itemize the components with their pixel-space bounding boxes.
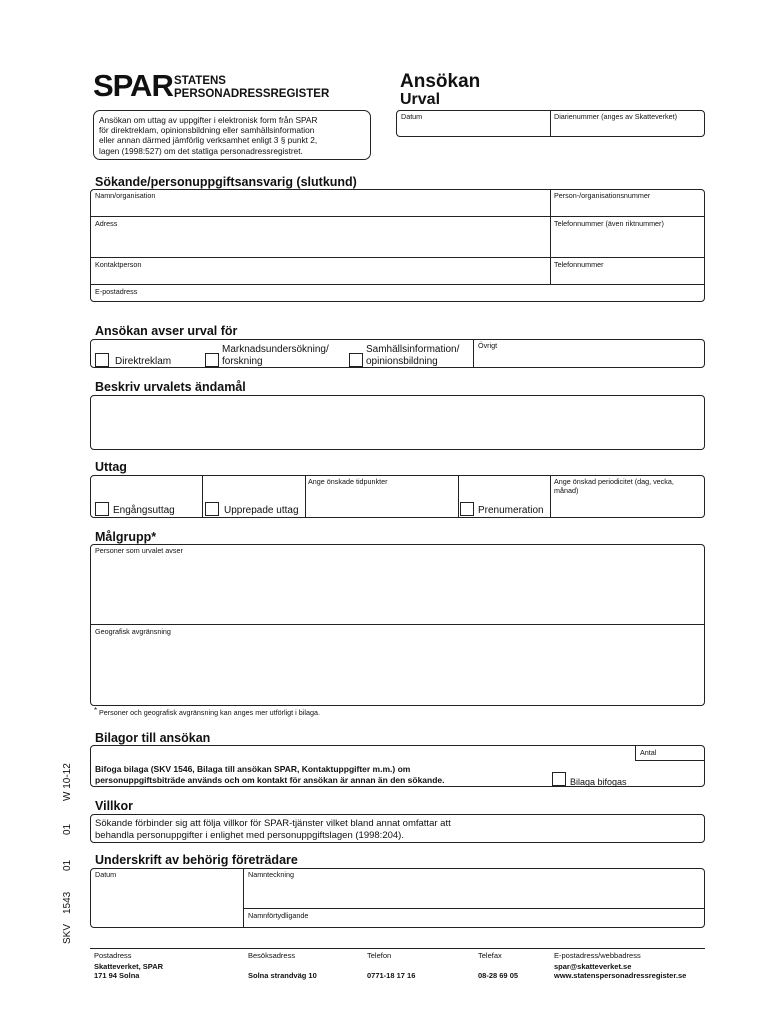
- orgnr-field[interactable]: [551, 200, 704, 215]
- form-code-skv: SKV: [62, 923, 73, 944]
- footnote-star: *: [94, 706, 98, 715]
- page-subtitle: Urval: [400, 91, 441, 108]
- address-field[interactable]: [91, 228, 549, 256]
- orgnr-label: Person-/organisationsnummer: [554, 191, 651, 200]
- villkor-line1: Sökande förbinder sig att följa villkor för SPAR-tjänster vilket bland annat omfattar att: [95, 818, 451, 829]
- footer-email-link[interactable]: spar@skatteverket.se: [554, 962, 632, 971]
- bilagor-text-line2: personuppgiftsbiträde används och om kontakt för ansökan är annan än den sökande.: [95, 774, 445, 785]
- diarienummer-field[interactable]: [551, 121, 704, 136]
- periodicitet-field[interactable]: [551, 496, 704, 517]
- form-code-version: W 10-12: [62, 763, 73, 801]
- logo-line2: PERSONADRESSREGISTER: [174, 88, 330, 100]
- namnfortydligande-label: Namnförtydligande: [248, 911, 309, 920]
- direktreklam-checkbox[interactable]: [95, 353, 109, 367]
- periodicitet-label-2: månad): [554, 486, 579, 495]
- bilagor-text-line1: Bifoga bilaga (SKV 1546, Bilaga till ansökan SPAR, Kontaktuppgifter m.m.) om: [95, 764, 411, 774]
- spar-logo: [93, 68, 343, 105]
- samhallsinformation-label-1: Samhällsinformation/: [366, 344, 460, 355]
- form-code-vertical: [62, 744, 76, 944]
- antal-label: Antal: [640, 748, 657, 757]
- antal-field[interactable]: [636, 761, 704, 786]
- footer-besok-value: Solna strandväg 10: [248, 971, 317, 980]
- intro-line1: Ansökan om uttag av uppgifter i elektronisk form från SPAR: [99, 115, 318, 125]
- direktreklam-label: Direktreklam: [115, 356, 172, 367]
- bilagor-heading: Bilagor till ansökan: [95, 731, 211, 745]
- prenumeration-checkbox[interactable]: [460, 502, 474, 516]
- namnteckning-field[interactable]: [244, 879, 704, 907]
- email-label: E-postadress: [95, 287, 138, 296]
- engangsuttag-label: Engångsuttag: [113, 505, 175, 516]
- persons-field[interactable]: [91, 556, 704, 623]
- phone-area-label: Telefonnummer (även riktnummer): [554, 219, 664, 228]
- marknadsundersokning-label-1: Marknadsundersökning/: [222, 344, 329, 355]
- uttag-heading: Uttag: [95, 460, 127, 474]
- logo-line1: STATENS: [174, 75, 226, 87]
- footer-telefon-value: 0771-18 17 16: [367, 971, 416, 980]
- footer-web-label: E-postadress/webbadress: [554, 951, 641, 960]
- signature-datum-field[interactable]: [91, 879, 242, 927]
- upprepade-uttag-label: Upprepade uttag: [224, 505, 299, 516]
- tidpunkter-label: Ange önskade tidpunkter: [308, 477, 388, 486]
- villkor-heading: Villkor: [95, 799, 133, 813]
- phone-field[interactable]: [551, 269, 704, 283]
- footer-telefon-label: Telefon: [367, 951, 392, 960]
- marknadsundersokning-checkbox[interactable]: [205, 353, 219, 367]
- prenumeration-label: Prenumeration: [478, 505, 544, 516]
- contact-label: Kontaktperson: [95, 260, 142, 269]
- namnteckning-label: Namnteckning: [248, 870, 294, 879]
- signature-datum-label: Datum: [95, 870, 117, 879]
- datum-label: Datum: [401, 112, 423, 121]
- intro-line4: lagen (1998:527) om det statliga personadressregistret.: [99, 145, 303, 156]
- form-code-num: 1543: [62, 891, 73, 914]
- name-field[interactable]: [91, 200, 549, 215]
- footer-telefax-value: 08-28 69 05: [478, 971, 519, 980]
- name-label: Namn/organisation: [95, 191, 156, 200]
- describe-heading: Beskriv urvalets ändamål: [95, 380, 246, 394]
- intro-line3: eller annan därmed jämförlig verksamhet enligt 3 § punkt 2,: [99, 135, 318, 146]
- intro-line2: för direktreklam, opinionsbildning eller samhällsinformation: [99, 125, 315, 136]
- periodicitet-label-1: Ange önskad periodicitet (dag, vecka,: [554, 477, 674, 486]
- footer-besok-label: Besöksadress: [248, 951, 296, 960]
- address-label: Adress: [95, 219, 118, 228]
- footer-postadress-label: Postadress: [94, 951, 132, 960]
- malgrupp-footnote: Personer och geografisk avgränsning kan anges mer utförligt i bilaga.: [99, 708, 320, 717]
- samhallsinformation-label-2: opinionsbildning: [366, 356, 438, 367]
- phone-area-field[interactable]: [551, 228, 704, 256]
- geo-field[interactable]: [91, 637, 704, 705]
- namnfortydligande-field[interactable]: [244, 920, 704, 927]
- logo-wordmark: SPAR: [93, 68, 173, 103]
- persons-label: Personer som urvalet avser: [95, 546, 183, 555]
- engangsuttag-checkbox[interactable]: [95, 502, 109, 516]
- ovrigt-label: Övrigt: [478, 341, 498, 350]
- applicant-heading: Sökande/personuppgiftsansvarig (slutkund): [95, 175, 357, 189]
- phone-label: Telefonnummer: [554, 260, 604, 269]
- signature-heading: Underskrift av behörig företrädare: [95, 853, 298, 867]
- diarienummer-label: Diarienummer (anges av Skatteverket): [554, 112, 678, 121]
- bilaga-bifogas-checkbox[interactable]: [552, 772, 566, 786]
- bilaga-bifogas-label: Bilaga bifogas: [570, 777, 627, 787]
- footer-telefax-label: Telefax: [478, 951, 502, 960]
- intro-box: [93, 110, 371, 160]
- footer-postadress-line2: 171 94 Solna: [94, 971, 140, 980]
- datum-field[interactable]: [397, 121, 549, 136]
- footer-web-link[interactable]: www.statenspersonadressregister.se: [554, 971, 687, 980]
- malgrupp-heading: Målgrupp*: [95, 530, 157, 544]
- geo-label: Geografisk avgränsning: [95, 627, 171, 636]
- form-code-ed: 01: [62, 859, 73, 871]
- samhallsinformation-checkbox[interactable]: [349, 353, 363, 367]
- villkor-line2: behandla personuppgifter i enlighet med personuppgiftslagen (1998:204).: [95, 829, 404, 841]
- footer-divider: [90, 948, 705, 949]
- ovrigt-field[interactable]: [474, 350, 704, 367]
- contact-field[interactable]: [91, 269, 549, 283]
- villkor-box: [90, 814, 705, 843]
- form-code-ed2: 01: [62, 823, 73, 835]
- tidpunkter-field[interactable]: [306, 486, 457, 517]
- email-field[interactable]: [91, 296, 704, 301]
- marknadsundersokning-label-2: forskning: [222, 356, 263, 367]
- footer-postadress-line1: Skatteverket, SPAR: [94, 962, 164, 971]
- purpose-type-heading: Ansökan avser urval för: [95, 324, 238, 338]
- upprepade-uttag-checkbox[interactable]: [205, 502, 219, 516]
- describe-box[interactable]: [90, 395, 705, 450]
- page-title: Ansökan: [400, 71, 481, 92]
